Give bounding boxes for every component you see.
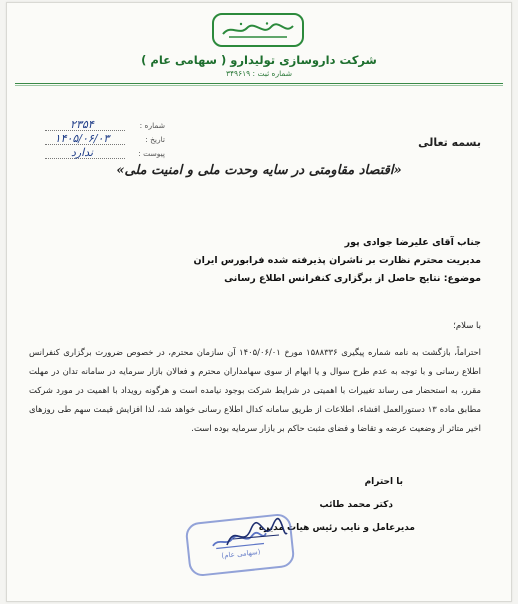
bismillah-heading: بسمه تعالی xyxy=(418,136,481,149)
ref-date-value: ۱۴۰۵/۰۶/۰۳ xyxy=(54,132,110,145)
letterhead-divider xyxy=(15,83,503,84)
logo-script-graphic xyxy=(219,20,297,40)
ref-date-label: تاریخ : xyxy=(145,135,165,144)
recipient-name: جناب آقای علیرضا جوادی پور xyxy=(344,237,481,248)
signer-name: دکتر محمد طائب xyxy=(319,500,393,510)
ref-attachment-label: پیوست : xyxy=(138,149,165,158)
company-registration: شماره ثبت : ۳۴۹۶۱۹ xyxy=(225,69,293,78)
national-slogan: «اقتصاد مقاومتی در سایه وحدت ملی و امنیت ملی» xyxy=(116,163,402,178)
letter-subject: موضوع: نتایج حاصل از برگزاری کنفرانس اطلاع رسانی xyxy=(224,273,481,284)
company-logo xyxy=(212,13,304,47)
ref-number-label: شماره : xyxy=(139,121,165,130)
recipient-title: مدیریت محترم نظارت بر ناشران پذیرفته شده فرابورس ایران xyxy=(193,255,481,266)
closing-regards: با احترام xyxy=(364,477,403,487)
company-name: شرکت داروسازی تولیدارو ( سهامی عام ) xyxy=(141,53,377,67)
ref-number xyxy=(45,119,165,133)
greeting: با سلام؛ xyxy=(453,321,481,331)
ref-attachment-value: ندارد xyxy=(70,146,94,159)
letter-page xyxy=(6,2,512,602)
letter-body: احتراماً، بازگشت به نامه شماره پیگیری ۱۵۸۸۳۳۶ مورخ ۱۴۰۵/۰۶/۰۱ آن سازمان محترم، در خصوص ضرورت برگزاری کنفرانس اطلاع رسانی و با توجه به عدم طرح سوال و یا ابهام از سوی سهامداران محترم و فعالان بازار سرمایه در سامانه تدان در مهلت مقرر، به استحضار می رساند تغییرات با اهمیتی در شرایط شرکت بوجود نیامده است و هرگونه رویداد با اهمیت در مورد شرکت مطابق ماده ۱۳ دستورالعمل افشاء، اطلاعات از طریق سامانه کدال اطلاع رسانی خواهد شد، لذا افزایش قیمت سهم طی روزهای اخیر متاثر از وضعیت عرضه و تقاضا و فضای مثبت حاکم بر بازار سرمایه بوده است. xyxy=(29,347,482,433)
signer-position: مدیرعامل و نایب رئیس هیات مدیره xyxy=(258,523,415,533)
ref-attachment xyxy=(45,147,165,161)
ref-number-value: ۲۳۵۴ xyxy=(70,118,94,131)
ref-date xyxy=(45,133,165,147)
letterhead-divider-secondary xyxy=(15,85,503,86)
handwritten-signature xyxy=(221,515,291,555)
stamp-subtitle: (سهامی عام) xyxy=(221,547,261,560)
